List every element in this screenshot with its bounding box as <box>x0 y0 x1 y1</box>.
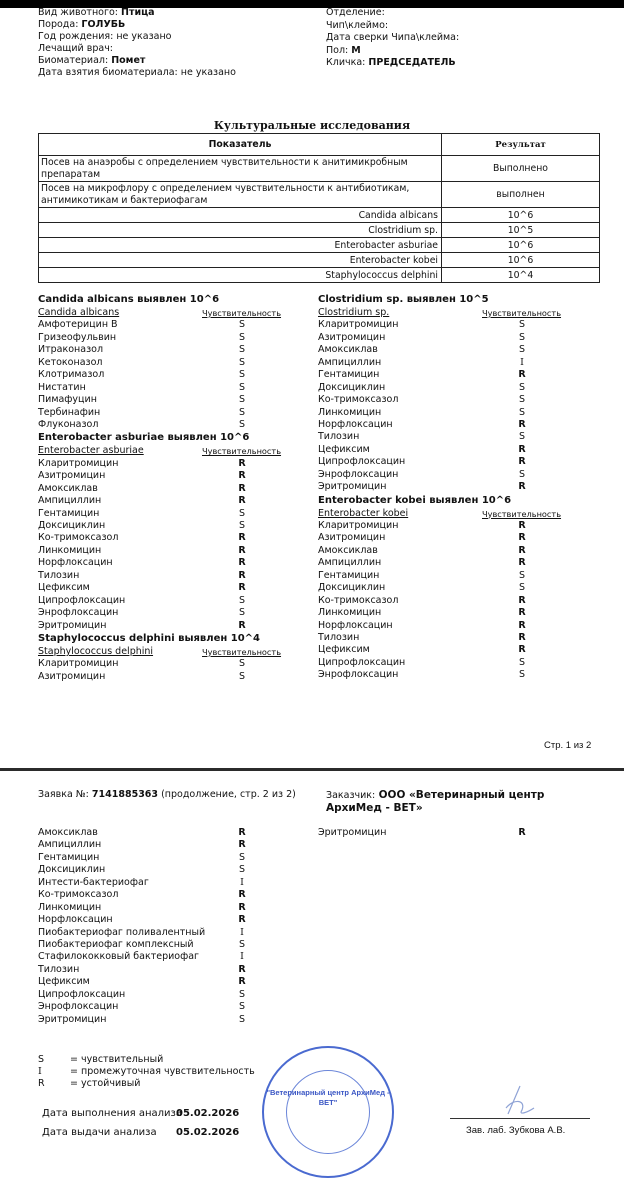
sensitivity-value: R <box>518 544 526 556</box>
organism-header: Enterobacter kobei выявлен 10^6 <box>318 494 512 506</box>
drug-row <box>318 557 598 569</box>
analysis-dates <box>42 1104 239 1142</box>
drug-row <box>38 902 318 914</box>
drug-name: Цефиксим <box>318 644 370 656</box>
sensitivity-value: R <box>238 914 246 926</box>
drug-name: Эритромицин <box>318 827 387 838</box>
drug-name: Тербинафин <box>38 406 101 418</box>
drug-row <box>38 839 318 851</box>
drug-row <box>318 407 598 419</box>
drug-row <box>38 582 318 594</box>
drug-name: Гентамицин <box>38 507 100 519</box>
drug-row <box>38 508 318 520</box>
sensitivity-value: S <box>238 418 246 430</box>
drug-row <box>318 357 598 369</box>
sensitivity-value: R <box>518 557 526 569</box>
drug-name: Ципрофлоксацин <box>318 656 406 668</box>
drug-name: Тилозин <box>38 569 80 581</box>
drug-name: Энрофлоксацин <box>38 1001 119 1013</box>
sensitivity-value: S <box>238 607 246 619</box>
drug-name: Кларитромицин <box>38 658 119 670</box>
drug-row <box>38 344 318 356</box>
drug-name: Цефиксим <box>38 976 90 988</box>
drug-row <box>318 456 598 468</box>
sensitivity-value: S <box>518 344 526 356</box>
sensitivity-value: R <box>518 644 526 656</box>
customer-name: ООО «Ветеринарный центр АрхиМед - ВЕТ» <box>326 789 545 814</box>
sensitivity-value: S <box>518 468 526 480</box>
sensitivity-value: R <box>518 827 526 838</box>
signature-line <box>450 1118 590 1119</box>
drug-row <box>318 582 598 594</box>
drug-row <box>318 382 598 394</box>
drug-name: Цефиксим <box>318 443 370 455</box>
sensitivity-value: S <box>238 356 246 368</box>
drug-name: Доксициклин <box>318 582 386 594</box>
sensitivity-value: S <box>518 331 526 343</box>
drug-row <box>38 1001 318 1013</box>
drug-name: Доксициклин <box>318 381 386 393</box>
left-column-page2 <box>38 827 318 1026</box>
drug-row <box>318 620 598 632</box>
drug-name: Эритромицин <box>318 481 387 493</box>
drug-row <box>38 394 318 406</box>
sensitivity-value: R <box>238 839 246 851</box>
sensitivity-value: S <box>518 406 526 418</box>
sensitivity-value: R <box>518 532 526 544</box>
drug-row <box>38 570 318 582</box>
drug-row <box>38 319 318 331</box>
sensitivity-value: S <box>518 582 526 594</box>
drug-name: Гентамицин <box>318 569 380 581</box>
drug-name: Эритромицин <box>38 1013 107 1025</box>
animal-type: Вид животного: Птица <box>38 7 155 18</box>
sensitivity-value: R <box>518 418 526 430</box>
drug-row <box>38 827 318 839</box>
drug-name: Ципрофлоксацин <box>318 456 406 468</box>
drug-row <box>38 495 318 507</box>
sex: Пол: М <box>326 44 361 56</box>
sensitivity-value: S <box>238 344 246 356</box>
drug-name: Норфлоксацин <box>318 619 393 631</box>
drug-row <box>38 557 318 569</box>
sensitivity-value: R <box>238 889 246 901</box>
sensitivity-value: S <box>238 319 246 331</box>
drug-row <box>318 431 598 443</box>
sensitivity-value: R <box>238 457 246 469</box>
col-result: Результат <box>442 134 600 156</box>
organism-header: Enterobacter asburiae выявлен 10^6 <box>38 432 250 444</box>
drug-row <box>318 469 598 481</box>
drug-name: Энрофлоксацин <box>318 669 399 681</box>
organism-header: Staphylococcus delphini выявлен 10^4 <box>38 632 261 644</box>
drug-row <box>38 520 318 532</box>
drug-name: Ампициллин <box>318 557 382 569</box>
drug-row <box>318 369 598 381</box>
organism-subheader: Enterobacter asburiae Чувствительность <box>38 445 282 457</box>
drug-row <box>38 532 318 544</box>
sensitivity-value: S <box>238 331 246 343</box>
biomaterial: Биоматериал: Помет <box>38 55 146 66</box>
organism-header: Candida albicans выявлен 10^6 <box>38 294 220 305</box>
drug-row <box>38 951 318 963</box>
drug-name: Кларитромицин <box>38 457 119 469</box>
drug-row <box>318 595 598 607</box>
drug-name: Амоксиклав <box>38 482 98 494</box>
drug-name: Азитромицин <box>38 470 106 482</box>
table-row: Clostridium sp. 10^5 <box>39 223 600 238</box>
drug-row <box>38 976 318 988</box>
sensitivity-value: R <box>518 631 526 643</box>
drug-row <box>38 1014 318 1026</box>
breed: Порода: ГОЛУБЬ <box>38 19 126 30</box>
table-row: Staphylococcus delphini 10^4 <box>39 268 600 283</box>
drug-row <box>38 939 318 951</box>
drug-name: Линкомицин <box>38 901 102 913</box>
table-row: Enterobacter kobei 10^6 <box>39 253 600 268</box>
drug-name: Ко-тримоксазол <box>318 394 399 406</box>
drug-row <box>38 852 318 864</box>
sensitivity-value: I <box>240 951 244 963</box>
drug-name: Ампициллин <box>38 495 102 507</box>
sensitivity-value: S <box>518 319 526 331</box>
patient-info-left <box>38 7 236 79</box>
sensitivity-value: R <box>238 976 246 988</box>
sensitivity-value: S <box>518 669 526 681</box>
sensitivity-value: R <box>238 827 246 838</box>
left-column-page1 <box>38 293 318 683</box>
sensitivity-value: R <box>238 495 246 507</box>
stamp-text: "Ветеринарный центр АрхиМед - ВЕТ" <box>266 1088 390 1107</box>
sensitivity-value: R <box>518 619 526 631</box>
sensitivity-value: S <box>518 569 526 581</box>
drug-name: Доксициклин <box>38 864 106 876</box>
drug-row <box>318 607 598 619</box>
sensitivity-value: R <box>518 456 526 468</box>
sensitivity-value: R <box>238 901 246 913</box>
drug-name: Ампициллин <box>318 356 382 368</box>
drug-row <box>318 532 598 544</box>
drug-name: Тилозин <box>318 431 360 443</box>
sensitivity-value: S <box>238 851 246 863</box>
organism-subheader: Staphylococcus delphini Чувствительность <box>38 645 282 657</box>
drug-row <box>38 332 318 344</box>
col-indicator: Показатель <box>39 134 442 156</box>
drug-row <box>38 545 318 557</box>
sensitivity-value: R <box>238 963 246 975</box>
sensitivity-value: S <box>238 864 246 876</box>
sensitivity-value: S <box>238 594 246 606</box>
drug-name: Энрофлоксацин <box>318 468 399 480</box>
drug-row <box>38 595 318 607</box>
sensitivity-value: R <box>518 607 526 619</box>
customer-info: Заказчик: ООО «Ветеринарный центр АрхиМед - ВЕТ» <box>326 789 545 814</box>
signature-name: Зав. лаб. Зубкова А.В. <box>466 1125 566 1136</box>
drug-name: Тилозин <box>38 963 80 975</box>
sensitivity-value: R <box>518 481 526 493</box>
drug-name: Ко-тримоксазол <box>38 889 119 901</box>
sensitivity-value: S <box>518 381 526 393</box>
drug-row <box>318 570 598 582</box>
drug-name: Амоксиклав <box>318 344 378 356</box>
patient-info-right <box>326 7 459 70</box>
drug-row <box>318 419 598 431</box>
drug-name: Линкомицин <box>318 406 382 418</box>
chip-date: Дата сверки Чипа\клейма: <box>326 32 460 43</box>
drug-name: Ампициллин <box>38 839 102 851</box>
order-number: 7141885363 <box>91 789 159 800</box>
sensitivity-value: I <box>240 926 244 938</box>
order-info: Заявка №: 7141885363 (продолжение, стр. 2 из 2) <box>38 789 296 800</box>
page-number: Стр. 1 из 2 <box>544 740 592 751</box>
drug-name: Норфлоксацин <box>38 914 113 926</box>
table-row: Посев на анаэробы с определением чувствительности к анитимикробным препаратам Выполнено <box>39 156 600 182</box>
sensitivity-value: S <box>238 369 246 381</box>
sensitivity-value: S <box>238 381 246 393</box>
sensitivity-value: S <box>238 1013 246 1025</box>
drug-row <box>318 481 598 493</box>
drug-row <box>38 964 318 976</box>
drug-name: Линкомицин <box>318 607 382 619</box>
drug-row <box>318 394 598 406</box>
table-row: Candida albicans 10^6 <box>39 208 600 223</box>
drug-row <box>38 407 318 419</box>
legend-item: R = устойчивый <box>38 1078 141 1089</box>
drug-row <box>38 620 318 632</box>
signature-scribble-icon <box>500 1084 536 1118</box>
page-separator <box>0 768 624 771</box>
table-row: Посев на микрофлору с определением чувствительности к антибиотикам, антимикотикам и бактериофагам выполнен <box>39 182 600 208</box>
drug-name: Амфотерицин В <box>38 319 118 331</box>
organism-header: Clostridium sp. выявлен 10^5 <box>318 294 489 305</box>
drug-name: Ко-тримоксазол <box>318 594 399 606</box>
culture-title: Культуральные исследования <box>213 119 411 132</box>
sensitivity-value: S <box>238 406 246 418</box>
drug-row <box>38 877 318 889</box>
drug-name: Клотримазол <box>38 369 105 381</box>
sensitivity-value: R <box>238 557 246 569</box>
right-column-page1 <box>318 293 598 682</box>
drug-name: Гризеофульвин <box>38 331 117 343</box>
drug-name: Гентамицин <box>38 851 100 863</box>
birth-year: Год рождения: не указано <box>38 31 172 42</box>
drug-name: Линкомицин <box>38 544 102 556</box>
sensitivity-value: S <box>238 520 246 531</box>
drug-name: Пиобактериофаг комплексный <box>38 938 194 950</box>
sensitivity-value: S <box>238 1001 246 1013</box>
drug-name: Азитромицин <box>318 331 386 343</box>
drug-name: Флуконазол <box>38 418 99 430</box>
date-issued: Дата выдачи анализа 05.02.2026 <box>42 1127 240 1138</box>
drug-row <box>318 319 598 331</box>
drug-row <box>38 369 318 381</box>
drug-name: Ципрофлоксацин <box>38 988 126 1000</box>
sensitivity-value: R <box>238 482 246 494</box>
chip: Чип\клеймо: <box>326 19 389 31</box>
table-row: Enterobacter asburiae 10^6 <box>39 238 600 253</box>
drug-row <box>38 483 318 495</box>
clinic-stamp <box>262 1046 394 1178</box>
drug-name: Норфлоксацин <box>38 557 113 569</box>
drug-row <box>318 669 598 681</box>
sensitivity-value: S <box>238 658 246 670</box>
organism-subheader: Enterobacter kobei Чувствительность <box>318 507 562 519</box>
sensitivity-value: I <box>520 356 524 368</box>
drug-name: Гентамицин <box>318 369 380 381</box>
sensitivity-value: R <box>518 369 526 381</box>
legend <box>38 1054 255 1090</box>
drug-row <box>318 332 598 344</box>
drug-name: Нистатин <box>38 381 86 393</box>
drug-row <box>38 889 318 901</box>
right-column-page2 <box>318 827 598 839</box>
drug-row <box>318 644 598 656</box>
sensitivity-value: R <box>238 470 246 482</box>
drug-row <box>38 458 318 470</box>
drug-row <box>38 470 318 482</box>
sensitivity-value: S <box>238 507 246 519</box>
sensitivity-value: S <box>518 656 526 668</box>
culture-table <box>38 133 600 283</box>
sensitivity-value: S <box>238 988 246 1000</box>
sensitivity-value: R <box>238 544 246 556</box>
drug-row <box>38 989 318 1001</box>
date-performed: Дата выполнения анализа 05.02.2026 <box>42 1108 240 1119</box>
drug-row <box>38 357 318 369</box>
drug-name: Интести-бактериофаг <box>38 876 149 888</box>
sensitivity-value: S <box>518 394 526 406</box>
drug-row <box>318 545 598 557</box>
organism-subheader: Candida albicans Чувствительность <box>38 307 282 318</box>
sensitivity-value: R <box>238 532 246 544</box>
drug-name: Пимафуцин <box>38 394 97 406</box>
drug-name: Стафилококковый бактериофаг <box>38 951 200 963</box>
drug-name: Кларитромицин <box>318 520 399 531</box>
drug-row <box>318 632 598 644</box>
drug-row <box>318 520 598 532</box>
sensitivity-value: S <box>238 670 246 682</box>
drug-row <box>318 827 598 839</box>
stamp-inner-ring <box>286 1070 370 1154</box>
drug-name: Эритромицин <box>38 619 107 631</box>
sensitivity-value: I <box>240 876 244 888</box>
sensitivity-value: R <box>238 582 246 594</box>
sample-date: Дата взятия биоматериала: не указано <box>38 67 236 78</box>
sensitivity-value: R <box>238 619 246 631</box>
drug-name: Энрофлоксацин <box>38 607 119 619</box>
drug-name: Доксициклин <box>38 520 106 531</box>
drug-row <box>318 444 598 456</box>
drug-name: Кетоконазол <box>38 356 103 368</box>
drug-row <box>318 344 598 356</box>
legend-item: I = промежуточная чувствительность <box>38 1066 255 1077</box>
drug-name: Норфлоксацин <box>318 418 393 430</box>
drug-row <box>318 657 598 669</box>
drug-name: Пиобактериофаг поливалентный <box>38 926 206 938</box>
drug-row <box>38 671 318 683</box>
legend-item: S = чувствительный <box>38 1054 164 1065</box>
drug-row <box>38 864 318 876</box>
sensitivity-value: R <box>518 443 526 455</box>
drug-name: Амоксиклав <box>38 827 98 838</box>
drug-name: Ципрофлоксацин <box>38 594 126 606</box>
sensitivity-value: R <box>238 569 246 581</box>
drug-row <box>38 927 318 939</box>
doctor: Лечащий врач: <box>38 43 114 54</box>
sensitivity-value: S <box>238 394 246 406</box>
department: Отделение: <box>326 7 385 18</box>
drug-row <box>38 658 318 670</box>
sensitivity-value: S <box>238 938 246 950</box>
sensitivity-value: S <box>518 431 526 443</box>
drug-row <box>38 607 318 619</box>
drug-name: Кларитромицин <box>318 319 399 331</box>
drug-name: Азитромицин <box>38 670 106 682</box>
sensitivity-value: R <box>518 594 526 606</box>
drug-name: Итраконазол <box>38 344 104 356</box>
drug-name: Тилозин <box>318 631 360 643</box>
drug-row <box>38 382 318 394</box>
sensitivity-value: R <box>518 520 526 531</box>
drug-name: Цефиксим <box>38 582 90 594</box>
drug-row <box>38 419 318 431</box>
drug-name: Ко-тримоксазол <box>38 532 119 544</box>
drug-name: Азитромицин <box>318 532 386 544</box>
drug-name: Амоксиклав <box>318 544 378 556</box>
pet-name: Кличка: ПРЕДСЕДАТЕЛЬ <box>326 57 456 68</box>
drug-row <box>38 914 318 926</box>
organism-subheader: Clostridium sp. Чувствительность <box>318 307 562 318</box>
